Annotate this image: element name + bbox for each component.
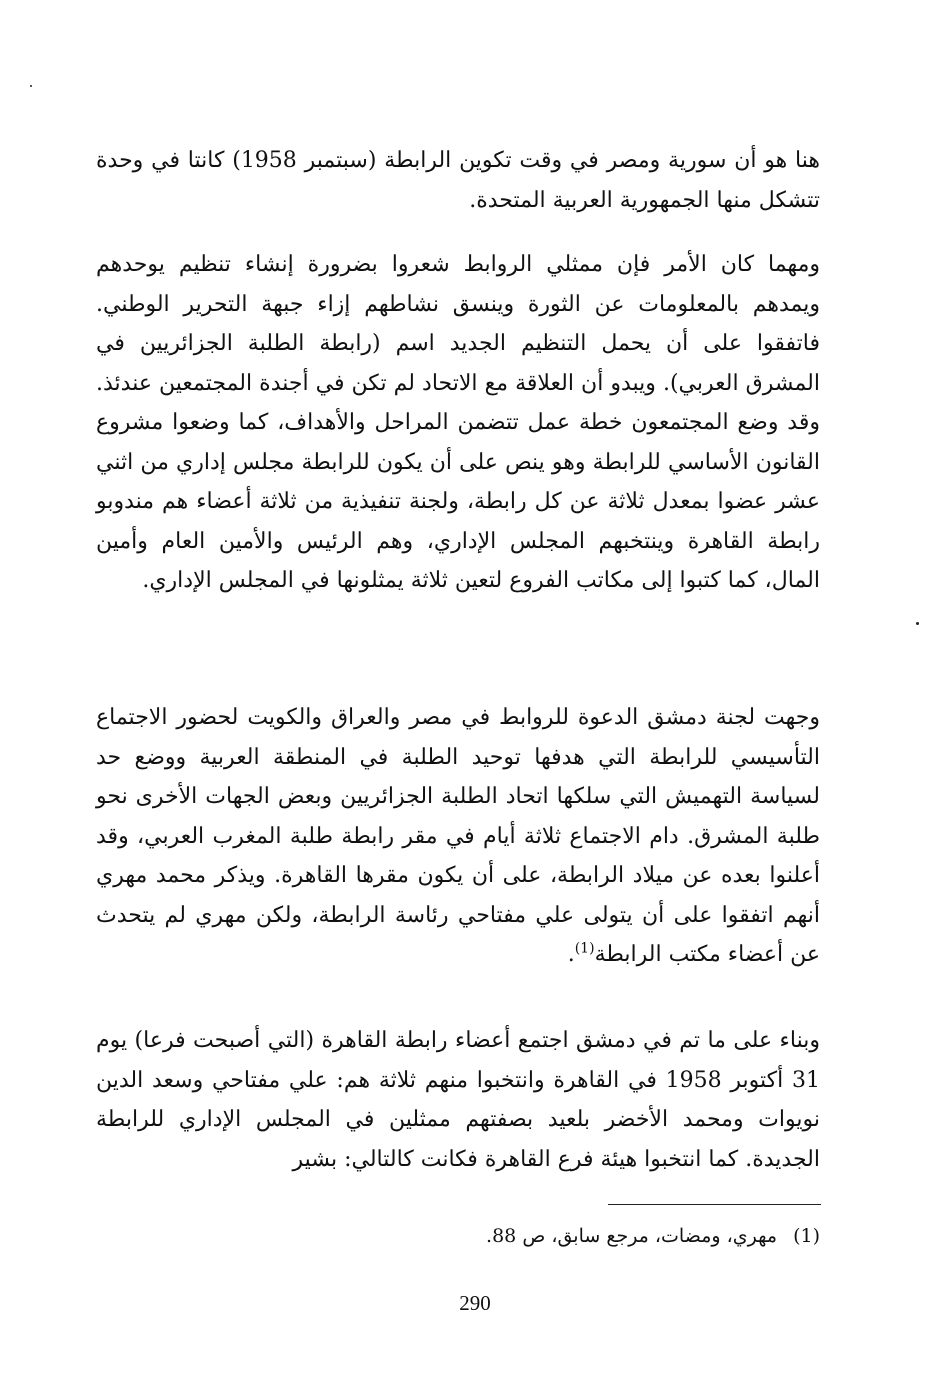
paragraph-4 [96,1021,820,1179]
paragraph-1 [96,141,820,220]
paragraph-2-text: ومهما كان الأمر فإن ممثلي الروابط شعروا بضرورة إنشاء تنظيم يوحدهم ويمدهم بالمعلومات عن الثورة وينسق نشاطهم إزاء جبهة التحرير الوطني. فاتفقوا على أن يحمل التنظيم الجديد اسم (رابطة الطلبة الجزائريين في المشرق العربي). ويبدو أن العلاقة مع الاتحاد لم تكن في أجندة المجتمعين عندئذ. وقد وضع المجتمعون خطة عمل تتضمن المراحل والأهداف، كما وضعوا مشروع القانون الأساسي للرابطة وهو ينص على أن يكون للرابطة مجلس إداري من اثني عشر عضوا بمعدل ثلاثة عن كل رابطة، ولجنة تنفيذية من ثلاثة أعضاء هم مندوبو رابطة القاهرة وينتخبهم المجلس الإداري، وهم الرئيس والأمين العام وأمين المال، كما كتبوا إلى مكاتب الفروع لتعين ثلاثة يمثلونها في المجلس الإداري. [96,252,821,593]
footnote [300,1219,820,1253]
paragraph-3-container [96,698,820,975]
paragraph-3 [96,698,820,975]
page-number: 290 [459,1291,491,1315]
paragraph-1-text: هنا هو أن سورية ومصر في وقت تكوين الرابطة (سبتمبر 1958) كانتا في وحدة تتشكل منها الجمهورية العربية المتحدة. [96,148,820,213]
paragraph-3-text: وجهت لجنة دمشق الدعوة للروابط في مصر والعراق والكويت لحضور الاجتماع التأسيسي للرابطة التي هدفها توحيد الطلبة في المنطقة العربية ووضع حد لسياسة التهميش التي سلكها اتحاد الطلبة الجزائريين وبعض الجهات الأخرى نحو طلبة المشرق. دام الاجتماع ثلاثة أيام في مقر رابطة طلبة المغرب العربي، وقد أعلنوا بعده عن ميلاد الرابطة، على أن يكون مقرها القاهرة. ويذكر محمد مهري أنهم اتفقوا على أن يتولى علي مفتاحي رئاسة الرابطة، ولكن مهري لم يتحدث عن أعضاء مكتب الرابطة [96,705,820,967]
paragraph-3-end-punctuation: . [567,942,575,967]
paragraph-2 [96,245,820,601]
scan-speck [30,85,32,87]
footnote-reference[interactable]: (1) [574,940,595,957]
paragraph-4-text: وبناء على ما تم في دمشق اجتمع أعضاء رابطة القاهرة (التي أصبحت فرعا) يوم 31 أكتوبر 1958 في القاهرة وانتخبوا منهم ثلاثة هم: علي مفتاحي وسعد الدين نويوات ومحمد الأخضر بلعيد بصفتهم ممثلين في المجلس الإداري للرابطة الجديدة. كما انتخبوا هيئة فرع القاهرة فكانت كالتالي: بشير [96,1028,820,1172]
footnote-marker: (1) [793,1225,820,1247]
footnote-divider [608,1204,821,1205]
scan-speck [916,622,919,625]
footnote-text: مهري، ومضات، مرجع سابق، ص 88. [486,1225,778,1247]
